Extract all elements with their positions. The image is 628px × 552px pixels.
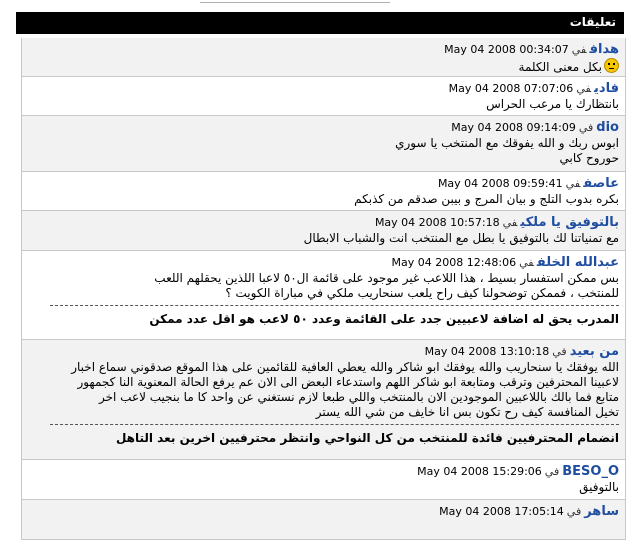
comment-date: May 04 2008 15:29:06 [417, 465, 542, 478]
comment-date: May 04 2008 09:14:09 [451, 121, 576, 134]
comment-preposition: في [571, 43, 587, 56]
comment-author[interactable]: هداف [589, 42, 619, 57]
comment-item [22, 251, 625, 340]
comment-text: تخيل المنافسة كيف رح تكون بس انا خايف من شي الله يستر [315, 405, 619, 419]
signature-divider [50, 305, 619, 306]
comment-author[interactable]: من بعيد [569, 344, 619, 359]
top-strip [0, 0, 628, 12]
comment-preposition: في [566, 505, 582, 518]
confused-smiley-icon [604, 58, 619, 73]
comment-text: بكل معنى الكلمة [518, 60, 602, 74]
comment-item [22, 211, 625, 251]
comment-text: للمنتخب ، فممكن توضحولنا كيف راح يلعب سنحاريب ملكي في مباراة الكويت ؟ [225, 286, 619, 300]
comment-preposition: في [502, 216, 518, 229]
comments-title: تعليقات [569, 15, 616, 29]
comment-preposition: في [519, 256, 534, 269]
comment-date: May 04 2008 00:34:07 [444, 43, 569, 56]
comment-author[interactable]: BESO_O [562, 464, 619, 479]
comment-author[interactable]: عاصف [583, 176, 619, 191]
comment-author[interactable]: dio [596, 120, 619, 135]
comment-author[interactable]: فادي [594, 81, 619, 96]
signature-divider [50, 424, 619, 425]
comments-panel [16, 12, 624, 552]
comments-header [16, 12, 624, 34]
comment-preposition: في [544, 465, 560, 478]
comment-date: May 04 2008 09:59:41 [437, 177, 563, 190]
comment-signature: المدرب يحق له اضافة لاعبيين جدد على القائمة وعدد ٥٠ لاعب هو اقل عدد ممكن [149, 312, 619, 326]
comment-preposition: في [578, 121, 594, 134]
comment-item [22, 116, 625, 172]
comment-date: May 04 2008 13:10:18 [424, 345, 550, 358]
comment-text: بكره بدوب التلج و بيان المرج و بيبن صدقم من كذبكم [354, 192, 619, 206]
comment-text: لاعبينا المحترفين وترقب ومتابعة ابو شاكر اللهم واستدعاء البعض الى الان عم يرفع الحالة المعنوية النا كجمهور [77, 375, 619, 389]
comment-item [22, 340, 625, 460]
comment-item [22, 500, 625, 540]
comment-date: May 04 2008 07:07:06 [448, 82, 574, 95]
comment-item [22, 172, 625, 211]
comment-item [22, 77, 625, 116]
comment-author[interactable]: بالتوفيق يا ملكي [520, 215, 619, 230]
comment-text: بالتوفيق [579, 480, 619, 494]
comment-preposition: في [552, 345, 567, 358]
comment-text: بس ممكن استفسار بسيط ، هذا اللاعب غير موجود على قائمة ال٥٠ لاعبا اللذين يحقلهم اللعب [154, 271, 619, 285]
comment-date: May 04 2008 12:48:06 [391, 256, 517, 269]
comment-item [22, 38, 625, 77]
comment-date: May 04 2008 17:05:14 [439, 505, 564, 518]
comment-author[interactable]: ساهر [584, 504, 619, 519]
comment-text: الله يوفقك يا سنحاريب والله يوفقك ابو شاكر والله يعطي العافية للقائمين على هذا الموقع صدقوني سماع اخبار [71, 360, 619, 374]
comment-text: حوروح كابي [559, 151, 619, 165]
comment-date: May 04 2008 10:57:18 [374, 216, 500, 229]
comment-author[interactable]: عبدالله الخلف [536, 255, 619, 270]
comments-list [21, 38, 626, 540]
comment-preposition: في [565, 177, 581, 190]
comment-text: متابع فما بالك باللاعبين الموجودين الان بالمنتخب واللي طبعا لازم نستغني عن واحد كا ما بنجيب لاعب اخر [98, 390, 619, 404]
comment-text: بانتظارك يا مرعب الحراس [486, 97, 619, 111]
comment-text: ابوس ربك و الله يفوقك مع المنتخب يا سوري [395, 136, 619, 150]
comment-signature: انضمام المحترفيين فائدة للمنتخب من كل النواحي وانتظر محترفيين اخرين بعد التاهل [115, 431, 619, 445]
comment-preposition: في [576, 82, 592, 95]
clipped-content [200, 0, 390, 3]
comment-item [22, 460, 625, 500]
comment-text: مع تمنياتنا لك بالتوفيق يا بطل مع المنتخب انت والشباب الابطال [303, 231, 619, 245]
